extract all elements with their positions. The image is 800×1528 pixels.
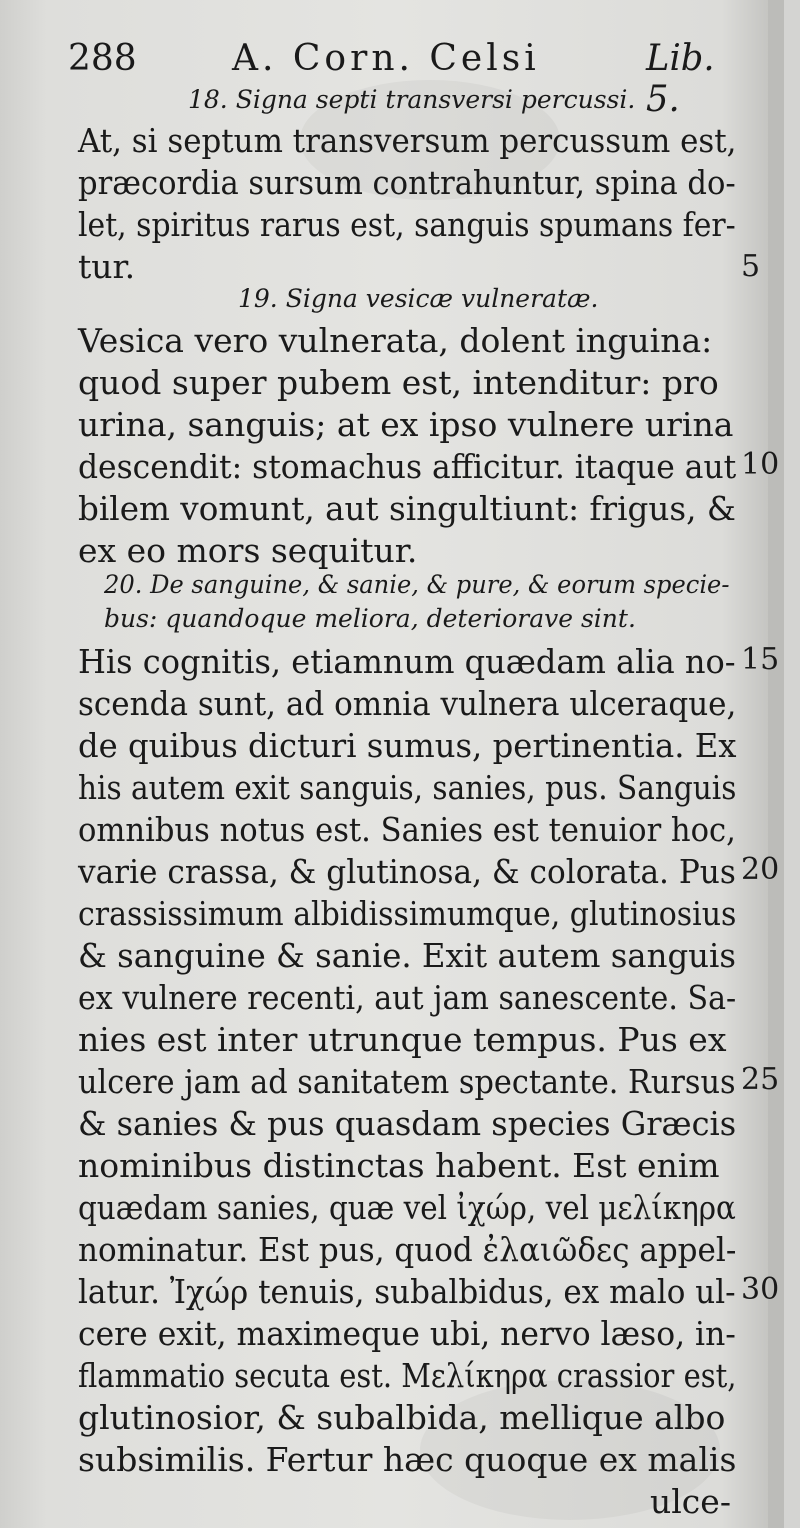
page-number: 288 bbox=[68, 38, 137, 79]
catchword: ulce- bbox=[650, 1482, 731, 1521]
text-line: varie crassa, & glutinosa, & colorata. Pus bbox=[78, 852, 736, 891]
text-line: tur. bbox=[78, 247, 136, 286]
text-line: præcordia sursum contrahuntur, spina do- bbox=[78, 163, 736, 202]
running-head-title: A. Corn. Celsi bbox=[232, 38, 540, 79]
text-line: nominatur. Est pus, quod ἐλαιῶδες appel- bbox=[78, 1230, 737, 1269]
text-line: nominibus distinctas habent. Est enim bbox=[78, 1146, 720, 1185]
text-line: quædam sanies, quæ vel ἰχώρ, vel μελίκηρα bbox=[78, 1188, 736, 1227]
text-line: de quibus dicturi sumus, pertinentia. Ex bbox=[78, 726, 737, 765]
line-number: 25 bbox=[741, 1062, 780, 1097]
text-line: urina, sanguis; at ex ipso vulnere urina bbox=[78, 405, 734, 444]
section-heading: 20. De sanguine, & sanie, & pure, & eorum specie- bbox=[104, 570, 730, 599]
text-line: & sanies & pus quasdam species Græcis bbox=[78, 1104, 737, 1143]
text-line: scenda sunt, ad omnia vulnera ulceraque, bbox=[78, 684, 737, 723]
section-heading: bus: quandoque meliora, deteriorave sint. bbox=[104, 604, 636, 633]
text-line: bilem vomunt, aut singultiunt: frigus, & bbox=[78, 489, 736, 528]
section-heading: 18. Signa septi transversi percussi. bbox=[188, 85, 636, 114]
text-line: descendit: stomachus afficitur. itaque aut bbox=[78, 447, 737, 486]
line-number: 15 bbox=[741, 642, 780, 677]
text-line: His cognitis, etiamnum quædam alia no- bbox=[78, 642, 736, 681]
line-number: 20 bbox=[741, 852, 780, 887]
text-line: his autem exit sanguis, sanies, pus. Sanguis bbox=[78, 768, 737, 807]
line-number: 10 bbox=[741, 447, 780, 482]
text-line: ex eo mors sequitur. bbox=[78, 531, 418, 570]
text-line: nies est inter utrunque tempus. Pus ex bbox=[78, 1020, 727, 1059]
text-line: ex vulnere recenti, aut jam sanescente. Sa- bbox=[78, 978, 737, 1017]
text-line: flammatio secuta est. Μελίκηρα crassior est, bbox=[78, 1356, 737, 1395]
text-line: quod super pubem est, intenditur: pro bbox=[78, 363, 719, 402]
section-heading: 19. Signa vesicæ vulneratæ. bbox=[238, 284, 599, 313]
text-line: subsimilis. Fertur hæc quoque ex malis bbox=[78, 1440, 737, 1479]
text-line: & sanguine & sanie. Exit autem sanguis bbox=[78, 936, 736, 975]
text-line: omnibus notus est. Sanies est tenuior hoc, bbox=[78, 810, 736, 849]
text-line: glutinosior, & subalbida, mellique albo bbox=[78, 1398, 726, 1437]
text-line: latur. Ἰχώρ tenuis, subalbidus, ex malo ul- bbox=[78, 1272, 736, 1311]
book-reference: Lib. 5. bbox=[646, 38, 715, 120]
text-line: ulcere jam ad sanitatem spectante. Rursus bbox=[78, 1062, 736, 1101]
text-line: cere exit, maximeque ubi, nervo læso, in- bbox=[78, 1314, 736, 1353]
text-line: Vesica vero vulnerata, dolent inguina: bbox=[78, 321, 713, 360]
line-number: 5 bbox=[741, 249, 761, 284]
text-line: let, spiritus rarus est, sanguis spumans fer- bbox=[78, 205, 736, 244]
line-number: 30 bbox=[741, 1272, 780, 1307]
text-line: At, si septum transversum percussum est, bbox=[78, 121, 737, 160]
text-line: crassissimum albidissimumque, glutinosius bbox=[78, 894, 737, 933]
